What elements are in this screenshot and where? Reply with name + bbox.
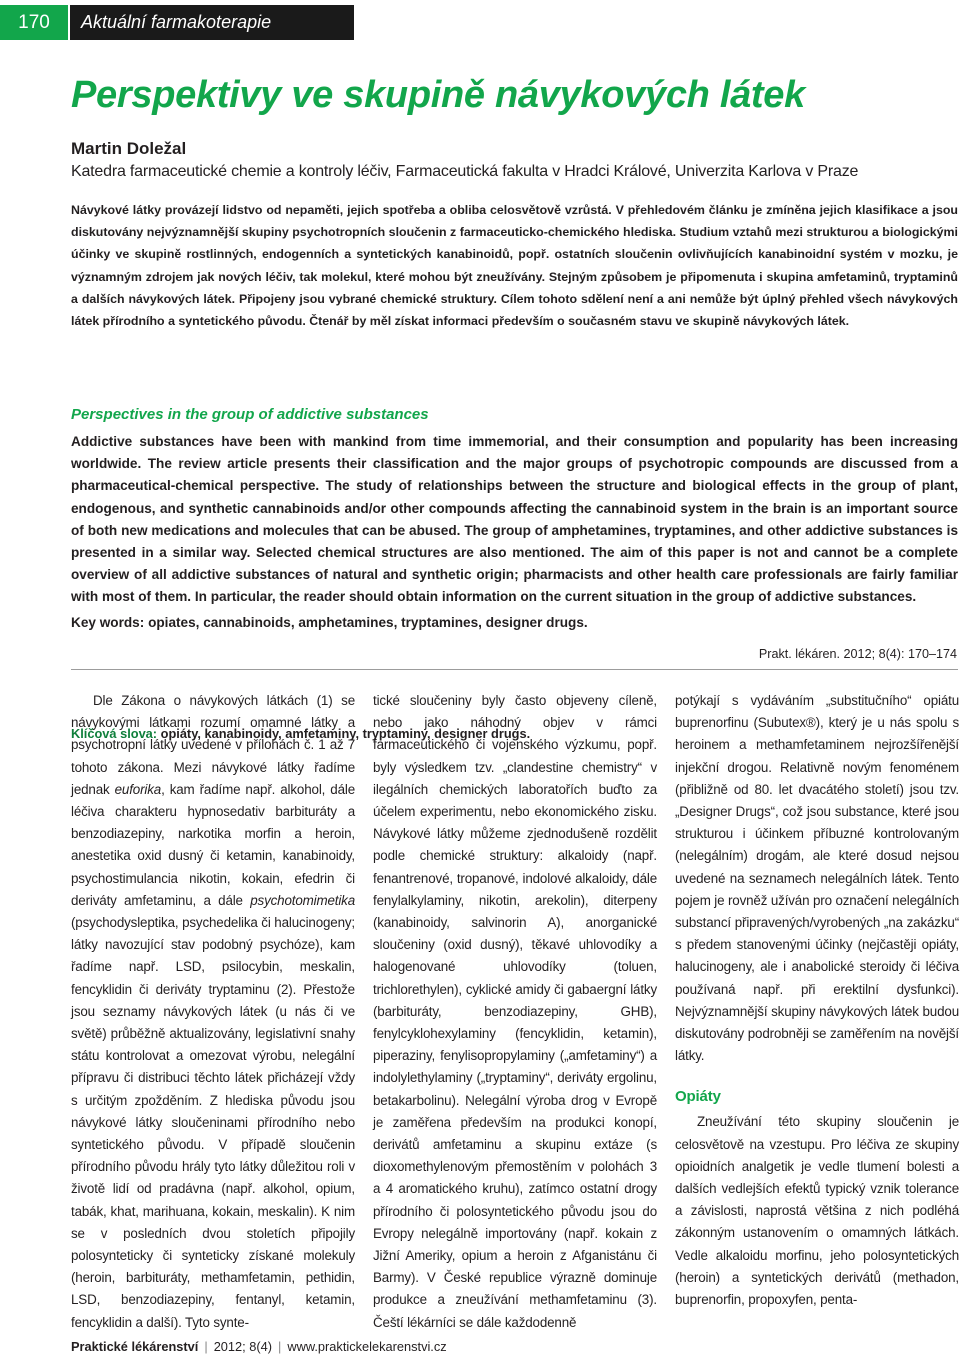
body-text: (psychodysleptika, psychedelika či halucinogeny; látky navozující stav podobný psychóze), kam řadíme např. LSD, psilocybin, meskalin, fencyklidin či deriváty tryptaminu (2). Přestože jsou seznamy návykových látek (u nás či ve světě) průběžně aktualizovány, legislativní snahy státu kontrolovat a omezovat výrobu, nelegální přípravu či distribuci těchto látek přicházejí vždy s určitým zpožděním. Z hlediska původu jsou návykové látky sloučeninami přírodního nebo syntetického původu. V případě sloučenin přírodního původu hrály tyto látky důležitou roli v životě lidí od pradávna (např. alkohol, opium, tabák, khat, marihuana, kokain, meskalin). K nim se v posledních dvou stoletích připojily polosynteticky či synteticky získané molekuly (heroin, barbituráty, methamfetamin, pethidin, LSD, benzodiazepiny, fentanyl, ketamin, fencyklidin a další). Tyto synte-	[71, 915, 355, 1330]
article-title: Perspektivy ve skupině návykových látek	[71, 74, 805, 116]
keywords-en-list: opiates, cannabinoids, amphetamines, tryptamines, designer drugs.	[148, 615, 588, 630]
footer-url[interactable]: www.praktickelekarenstvi.cz	[287, 1339, 447, 1354]
body-emphasis: psychotomimetika	[250, 892, 355, 908]
keywords-cz-list: opiáty, kanabinoidy, amfetaminy, tryptaminy, designer drugs.	[160, 726, 531, 741]
keywords-en-label: Key words:	[71, 615, 145, 630]
page-number: 170	[0, 5, 68, 40]
section-name: Aktuální farmakoterapie	[70, 5, 354, 40]
body-column-2	[373, 690, 657, 1334]
running-header	[0, 5, 354, 40]
body-text: Dle Zákona o návykových látkách (1) se návykovými látkami rozumí omamné látky a psychotropní látky uvedené v přílohách č. 1 až 7 tohoto zákona. Mezi návykové látky řadíme jednak	[71, 693, 355, 797]
body-paragraph: Zneužívání této skupiny sloučenin je celosvětově na vzestupu. Pro léčiva ze skupiny opioidních analgetik je vedle tlumení bolesti a dalších vedlejších efektů typický vznik tolerance a závislosti, naprostá většina z nich podléhá zákonným ustanovením o omamných látkách. Vedle alkaloidu morfinu, jeho polosyntetických (heroin) a syntetických derivátů (methadon, buprenorfin, propoxyfen, penta-	[675, 1114, 959, 1308]
abstract-en: Addictive substances have been with mankind from time immemorial, and their consumption and popularity has been increasing worldwide. The review article presents their classification and the major groups of psychotropic compounds are discussed from a pharmaceutical-chemical perspective. The study of relationships between the structure and biological effects in the group of plant, endogenous, and synthetic cannabinoids and/or other compounds affecting the cannabinoid system in the brain is an important source of both new medications and molecules that can be abused. The group of amphetamines, tryptamines, and other addictive substances is presented in a similar way. Selected chemical structures are also mentioned. The aim of this paper is not and cannot be a complete overview of all addictive substances of natural and synthetic origin; pharmacists and other health care professionals are fairly familiar with most of them. In particular, the reader should obtain information on the current situation in the group of addictive substances.	[71, 434, 958, 605]
body-paragraph	[71, 690, 355, 1334]
abstract-en-title: Perspectives in the group of addictive substances	[71, 406, 429, 423]
author-affiliation: Katedra farmaceutické chemie a kontroly léčiv, Farmaceutická fakulta v Hradci Králové, Univerzita Karlova v Praze	[71, 163, 859, 180]
footer-journal: Praktické lékárenství	[71, 1339, 199, 1354]
keywords-en	[71, 612, 588, 634]
body-text: , kam řadíme např. alkohol, dále léčiva charakteru hypnosedativ barbituráty a benzodiazepiny, narkotika morfin a heroin, anestetika oxid dusný či ketamin, kanabinoidy, psychostimulancia nikotin, kokain, efedrin či deriváty amfetaminu, a dále	[71, 781, 355, 908]
section-heading-opiaty: Opiáty	[675, 1088, 721, 1106]
keywords-cz-label: Klíčová slova:	[71, 726, 158, 741]
body-paragraph: tické sloučeniny byly často objeveny cíleně, nebo jako náhodný objev v rámci farmaceutického či vojenského výzkumu, popř. byly výsledkem tzv. „clandestine chemistry“ v ilegálních chemických laboratořích buďto za účelem experimentu, nebo ekonomického zisku. Návykové látky můžeme zjednodušeně rozdělit podle chemické struktury: alkaloidy (např. fenantrenové, tropanové, indolové alkaloidy, dále fenylalkylaminy, nikotin, arekolin), diterpeny (kanabinoidy, salvinorin A), anorganické sloučeniny (oxid dusný), těkavé uhlovodíky a halogenované uhlovodíky (toluen, trichlorethylen), cyklické amidy či gabaergní látky (barbituráty, benzodiazepiny, GHB), fenylcyklohexylaminy (fencyklidin, ketamin), piperaziny, fenylisopropylaminy („amfetaminy“) a indolylethylaminy („tryptaminy“, deriváty ergolinu, betakarbolinu). Nelegální výroba drog v Evropě je zaměřena především na produkci konopí, derivátů amfetaminu a skupinu extáze (s dioxomethylenovým přemostěním v polohách 3 a 4 aromatického kruhu), zatímco ostatní drogy přírodního či polosyntetického původu jsou do Evropy nelegálně importovány (např. kokain z Jižní Ameriky, opium a heroin z Afganistánu či Barmy). V České republice výrazně dominuje produkce a zneužívání methamfetaminu (3). Čeští lékárníci se dále každodenně	[373, 693, 657, 1330]
footer-issue: 2012; 8(4)	[213, 1339, 273, 1354]
body-paragraph: potýkají s vydáváním „substitučního“ opiátu buprenorfinu (Subutex®), který je u nás spolu s heroinem a methamfetaminem nejrozšířenější injekční drogou. Relativně novým fenoménem (přibližně od 80. let dvacátého století) jsou tzv. „Designer Drugs“, což jsou substance, které jsou strukturou i účinkem příbuzné kontrolovaným (nelegálním) drogám, ale které dosud nejsou uvedené na seznamech nelegálních látek. Tento pojem je rovněž užíván pro označení nelegálních substancí připravených/vyrobených „na zakázku“ s předem stanovenými účinky (nejčastěji opiáty, halucinogeny, ale i anabolické steroidy či léčiva používaná např. při erektilní dysfunkci). Nejvýznamnější skupiny návykových látek budou diskutovány podrobněji se zaměřením na novější látky.	[675, 693, 960, 1064]
footer-separator: |	[278, 1339, 282, 1354]
abstract-cz: Návykové látky provázejí lidstvo od nepaměti, jejich spotřeba a obliba celosvětově vzrůstá. V přehledovém článku je zmíněna jejich klasifikace a jsou diskutovány nejvýznamnější skupiny psychotropních sloučenin z farmaceuticko-chemického hlediska. Studium vztahů mezi strukturou a biologickými účinky ve skupině rostlinných, endogenních a syntetických kanabinoidů, popř. ostatních sloučenin ovlivňujících kanabinoidní systém v mozku, je významným zdrojem jak nových léčiv, tak molekul, které mohou být zneužívány. Stejným způsobem je připomenuta i skupina amfetaminů, tryptaminů a dalších návykových látek. Připojeny jsou vybrané chemické struktury. Cílem tohoto sdělení není a ani nemůže být úplný přehled všech návykových látek přírodního a syntetického původu. Čtenář by měl získat informaci především o současném stavu ve skupině návykových látek.	[71, 203, 958, 329]
author-name: Martin Doležal	[71, 139, 187, 158]
divider	[71, 669, 958, 670]
citation: Prakt. lékáren. 2012; 8(4): 170–174	[758, 647, 957, 661]
body-column-1	[71, 690, 355, 1334]
body-column-3	[675, 690, 959, 1311]
footer-separator: |	[204, 1339, 208, 1354]
body-emphasis: euforika	[114, 781, 162, 797]
page-footer	[71, 1338, 447, 1356]
